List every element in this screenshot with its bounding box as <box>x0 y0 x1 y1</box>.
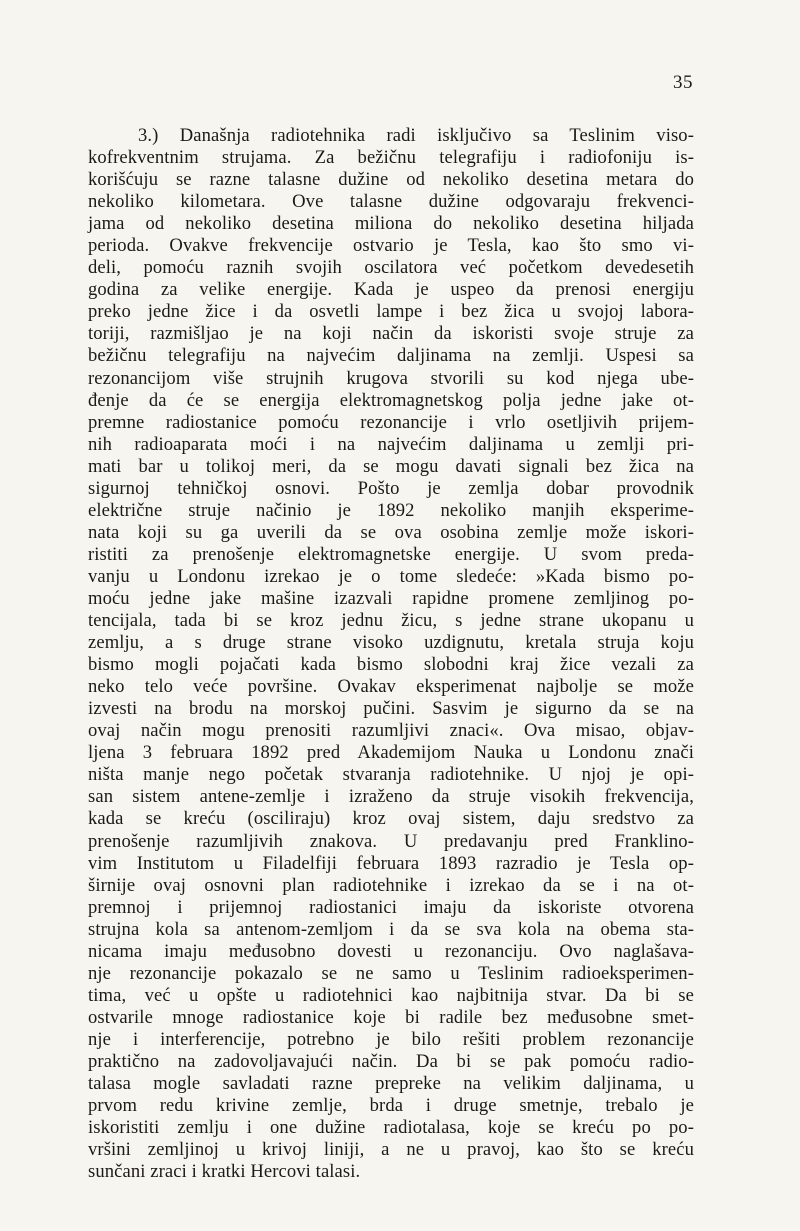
text-line: ostvarile mnoge radiostanice koje bi radile bez međusobne smet- <box>88 1006 694 1028</box>
text-line: toriji, razmišljao je na koji način da iskoristi svoje struje za <box>88 323 694 345</box>
text-line: premnoj i prijemnoj radiostanici imaju da iskoriste otvorena <box>88 896 694 918</box>
text-line: moću jedne jake mašine izazvali rapidne promene zemljinog po- <box>88 587 694 609</box>
text-line: izvesti na brodu na morskoj pučini. Sasvim je sigurno da se na <box>88 698 694 720</box>
text-line: vim Institutom u Filadelfiji februara 1893 razradio je Tesla op- <box>88 852 694 874</box>
text-line: deli, pomoću raznih svojih oscilatora već početkom devedesetih <box>88 257 694 279</box>
text-line: nicama imaju međusobno dovesti u rezonanciju. Ovo naglašava- <box>88 940 694 962</box>
text-line: tima, već u opšte u radiotehnici kao najbitnija stvar. Da bi se <box>88 984 694 1006</box>
text-line: nata koji su ga uverili da se ova osobina zemlje može iskori- <box>88 521 694 543</box>
page-number: 35 <box>673 72 693 93</box>
text-line: ništa manje nego početak stvaranja radiotehnike. U njoj je opi- <box>88 764 694 786</box>
text-line: bežičnu telegrafiju na najvećim daljinama na zemlji. Uspesi sa <box>88 345 694 367</box>
text-line: vanju u Londonu izrekao je o tome sledeće: »Kada bismo po- <box>88 565 694 587</box>
text-line: širnije ovaj osnovni plan radiotehnike i izrekao da se i na ot- <box>88 874 694 896</box>
text-line: tencijala, tada bi se kroz jednu žicu, s jedne strane ukopanu u <box>88 610 694 632</box>
text-line: 3.) Današnja radiotehnika radi isključivo sa Teslinim viso- <box>138 125 694 146</box>
text-line: ristiti za prenošenje elektromagnetske energije. U svom preda- <box>88 543 694 565</box>
text-line: perioda. Ovakve frekvencije ostvario je Tesla, kao što smo vi- <box>88 235 694 257</box>
text-line: korišćuju se razne talasne dužine od nekoliko desetina metara do <box>88 169 694 191</box>
text-line: jama od nekoliko desetina miliona do nekoliko desetina hiljada <box>88 213 694 235</box>
text-line: nekoliko kilometara. Ove talasne dužine odgovaraju frekvenci- <box>88 191 694 213</box>
text-line: sigurnoj tehničkoj osnovi. Pošto je zemlja dobar provodnik <box>88 477 694 499</box>
text-line: strujna kola sa antenom-zemljom i da se sva kola na obema sta- <box>88 918 694 940</box>
text-line: vršini zemljinoj u krivoj liniji, a ne u pravoj, kao što se kreću <box>88 1139 694 1161</box>
body-text <box>88 125 694 1183</box>
text-line: ljena 3 februara 1892 pred Akademijom Nauka u Londonu znači <box>88 742 694 764</box>
text-line: nje i interferencije, potrebno je bilo rešiti problem rezonancije <box>88 1028 694 1050</box>
text-line: prvom redu krivine zemlje, brda i druge smetnje, trebalo je <box>88 1095 694 1117</box>
text-line: nje rezonancije pokazalo se ne samo u Teslinim radioeksperimen- <box>88 962 694 984</box>
text-line: san sistem antene-zemlje i izraženo da struje visokih frekvencija, <box>88 786 694 808</box>
text-line: bismo mogli pojačati kada bismo slobodni kraj žice vezali za <box>88 654 694 676</box>
text-line: ovaj način mogu prenositi razumljivi znaci«. Ova misao, objav- <box>88 720 694 742</box>
text-line: praktično na zadovoljavajući način. Da bi se pak pomoću radio- <box>88 1050 694 1072</box>
text-line: kofrekventnim strujama. Za bežičnu telegrafiju i radiofoniju is- <box>88 147 694 169</box>
text-line: električne struje načinio je 1892 nekoliko manjih eksperime- <box>88 499 694 521</box>
text-line: preko jedne žice i da osvetli lampe i bez žica u svojoj labora- <box>88 301 694 323</box>
text-line: mati bar u tolikoj meri, da se mogu davati signali bez žica na <box>88 455 694 477</box>
text-line: talasa mogle savladati razne prepreke na velikim daljinama, u <box>88 1073 694 1095</box>
text-line: sunčani zraci i kratki Hercovi talasi. <box>88 1161 361 1183</box>
text-line: prenošenje razumljivih znakova. U predavanju pred Franklino- <box>88 830 694 852</box>
text-line: neko telo veće površine. Ovakav eksperimenat najbolje se može <box>88 676 694 698</box>
text-line: iskoristiti zemlju i one dužine radiotalasa, koje se kreću po po- <box>88 1117 694 1139</box>
text-line: rezonancijom više strujnih krugova stvorili su kod njega ube- <box>88 367 694 389</box>
text-line: kada se kreću (osciliraju) kroz ovaj sistem, daju sredstvo za <box>88 808 694 830</box>
text-line: godina za velike energije. Kada je uspeo da prenosi energiju <box>88 279 694 301</box>
text-line: zemlju, a s druge strane visoko uzdignutu, kretala struja koju <box>88 632 694 654</box>
text-line: premne radiostanice pomoću rezonancije i vrlo osetljivih prijem- <box>88 411 694 433</box>
text-line: đenje da će se energija elektromagnetskog polja jedne jake ot- <box>88 389 694 411</box>
text-line: nih radioaparata moći i na najvećim daljinama u zemlji pri- <box>88 433 694 455</box>
